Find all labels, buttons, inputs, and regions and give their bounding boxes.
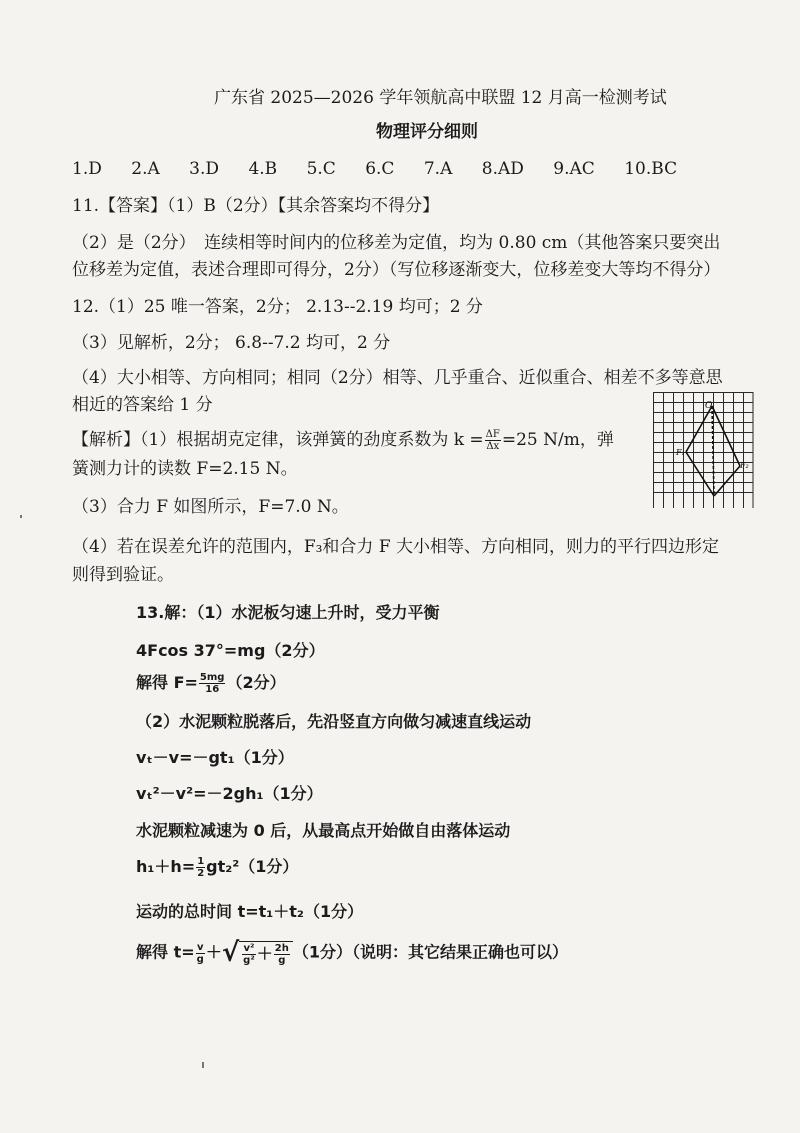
analysis-line-3: （3）合力 F 如图所示，F=7.0 N。 <box>72 497 349 517</box>
q13-line-8 <box>136 855 298 879</box>
q13-text: （1分）（说明：其它结果正确也可以） <box>292 942 568 962</box>
mc-answer: 10.BC <box>624 159 678 179</box>
fraction-denominator: g <box>196 953 204 965</box>
force-grid-figure <box>652 392 754 508</box>
q12-line-4: 相近的答案给 1 分 <box>72 395 213 415</box>
fraction-denominator: 2 <box>197 868 205 879</box>
figure-label-right: F₂ <box>740 461 749 470</box>
q13-line-5: vₜ－v=－gt₁（1分） <box>136 748 294 767</box>
mc-answer: 6.C <box>365 159 395 179</box>
fraction-numerator: v² <box>243 942 255 954</box>
fraction-denominator: 16 <box>205 684 220 695</box>
fraction-numerator: 5mg <box>199 672 225 683</box>
hooke-fraction <box>485 429 501 452</box>
q11-line-1: 11.【答案】（1）B（2分）【其余答案均不得分】 <box>72 196 440 216</box>
q13-fraction <box>199 672 226 695</box>
mc-answer: 1.D <box>72 159 102 179</box>
q13-line-2: 4Fcos 37°=mg（2分） <box>136 641 325 660</box>
fraction-numerator: 1 <box>197 856 205 867</box>
sqrt-body <box>239 941 293 966</box>
q13-fraction <box>242 943 256 966</box>
q13-line-6: vₜ²－v²=－2gh₁（1分） <box>136 784 323 803</box>
q12-line-3: （4）大小相等、方向相同；相同（2分）相等、几乎重合、近似重合、相差不多等意思 <box>72 368 723 388</box>
q13-line-10 <box>136 940 568 966</box>
q13-text: 解得 t= <box>136 942 195 962</box>
fraction-numerator: ΔF <box>485 429 500 440</box>
q11-line-3: 位移差为定值，表述合理即可得分，2分）（写位移逐渐变大，位移差变大等均不得分） <box>72 260 721 280</box>
q13-text: gt₂²（1分） <box>206 857 299 876</box>
q13-line-1: 13.解：（1）水泥板匀速上升时，受力平衡 <box>136 603 440 622</box>
q11-line-2: （2）是（2分） 连续相等时间内的位移差为定值，均为 0.80 cm（其他答案只要突出 <box>72 233 721 253</box>
analysis-line-4: （4）若在误差允许的范围内，F₃和合力 F 大小相等、方向相同，则力的平行四边形定 <box>72 537 720 557</box>
doc-title: 广东省 2025—2026 学年领航高中联盟 12 月高一检测考试 <box>214 88 667 108</box>
analysis-text: =25 N/m，弹 <box>501 430 614 450</box>
q13-text: （2分） <box>226 673 286 692</box>
fraction-denominator: g <box>278 954 286 966</box>
figure-label-top: O <box>705 401 713 411</box>
scan-speck <box>202 1062 204 1068</box>
fraction-numerator: v <box>196 941 204 953</box>
mc-answer: 4.B <box>248 159 278 179</box>
analysis-text: 【解析】（1）根据胡克定律，该弹簧的劲度系数为 k = <box>72 430 484 450</box>
q13-fraction <box>274 943 290 966</box>
analysis-line-2: 簧测力计的读数 F=2.15 N。 <box>72 459 298 479</box>
analysis-line-1 <box>72 428 614 452</box>
q13-line-4: （2）水泥颗粒脱落后，先沿竖直方向做匀减速直线运动 <box>136 712 532 731</box>
q12-line-2: （3）见解析，2分； 6.8--7.2 均可，2 分 <box>72 333 391 353</box>
mc-answer: 9.AC <box>553 159 595 179</box>
q13-fraction <box>196 856 205 879</box>
mc-answer: 8.AD <box>481 159 524 179</box>
mc-answer: 3.D <box>189 159 220 179</box>
q13-line-7: 水泥颗粒减速为 0 后，从最高点开始做自由落体运动 <box>136 821 511 840</box>
mc-answer: 2.A <box>131 159 160 179</box>
fraction-denominator: g² <box>243 954 255 966</box>
doc-subtitle: 物理评分细则 <box>376 122 478 142</box>
scan-speck <box>20 515 22 518</box>
plus-sign: ＋ <box>205 942 222 962</box>
q13-line-3 <box>136 671 286 695</box>
mc-answer: 5.C <box>306 159 336 179</box>
q13-line-9: 运动的总时间 t=t₁＋t₂（1分） <box>136 902 364 921</box>
analysis-line-5: 则得到验证。 <box>72 565 174 585</box>
q13-text: h₁＋h= <box>136 857 196 876</box>
fraction-denominator: Δx <box>486 441 500 452</box>
fraction-numerator: 2h <box>274 942 289 954</box>
q13-text: 解得 F= <box>136 673 198 692</box>
q13-fraction <box>196 942 205 965</box>
sqrt-sign: √ <box>221 938 240 968</box>
plus-sign: ＋ <box>256 943 273 963</box>
q12-line-1: 12.（1）25 唯一答案，2分； 2.13--2.19 均可；2 分 <box>72 297 483 317</box>
figure-label-left: F₁ <box>676 448 685 457</box>
mc-answers-row <box>72 157 677 181</box>
mc-answer: 7.A <box>423 159 453 179</box>
